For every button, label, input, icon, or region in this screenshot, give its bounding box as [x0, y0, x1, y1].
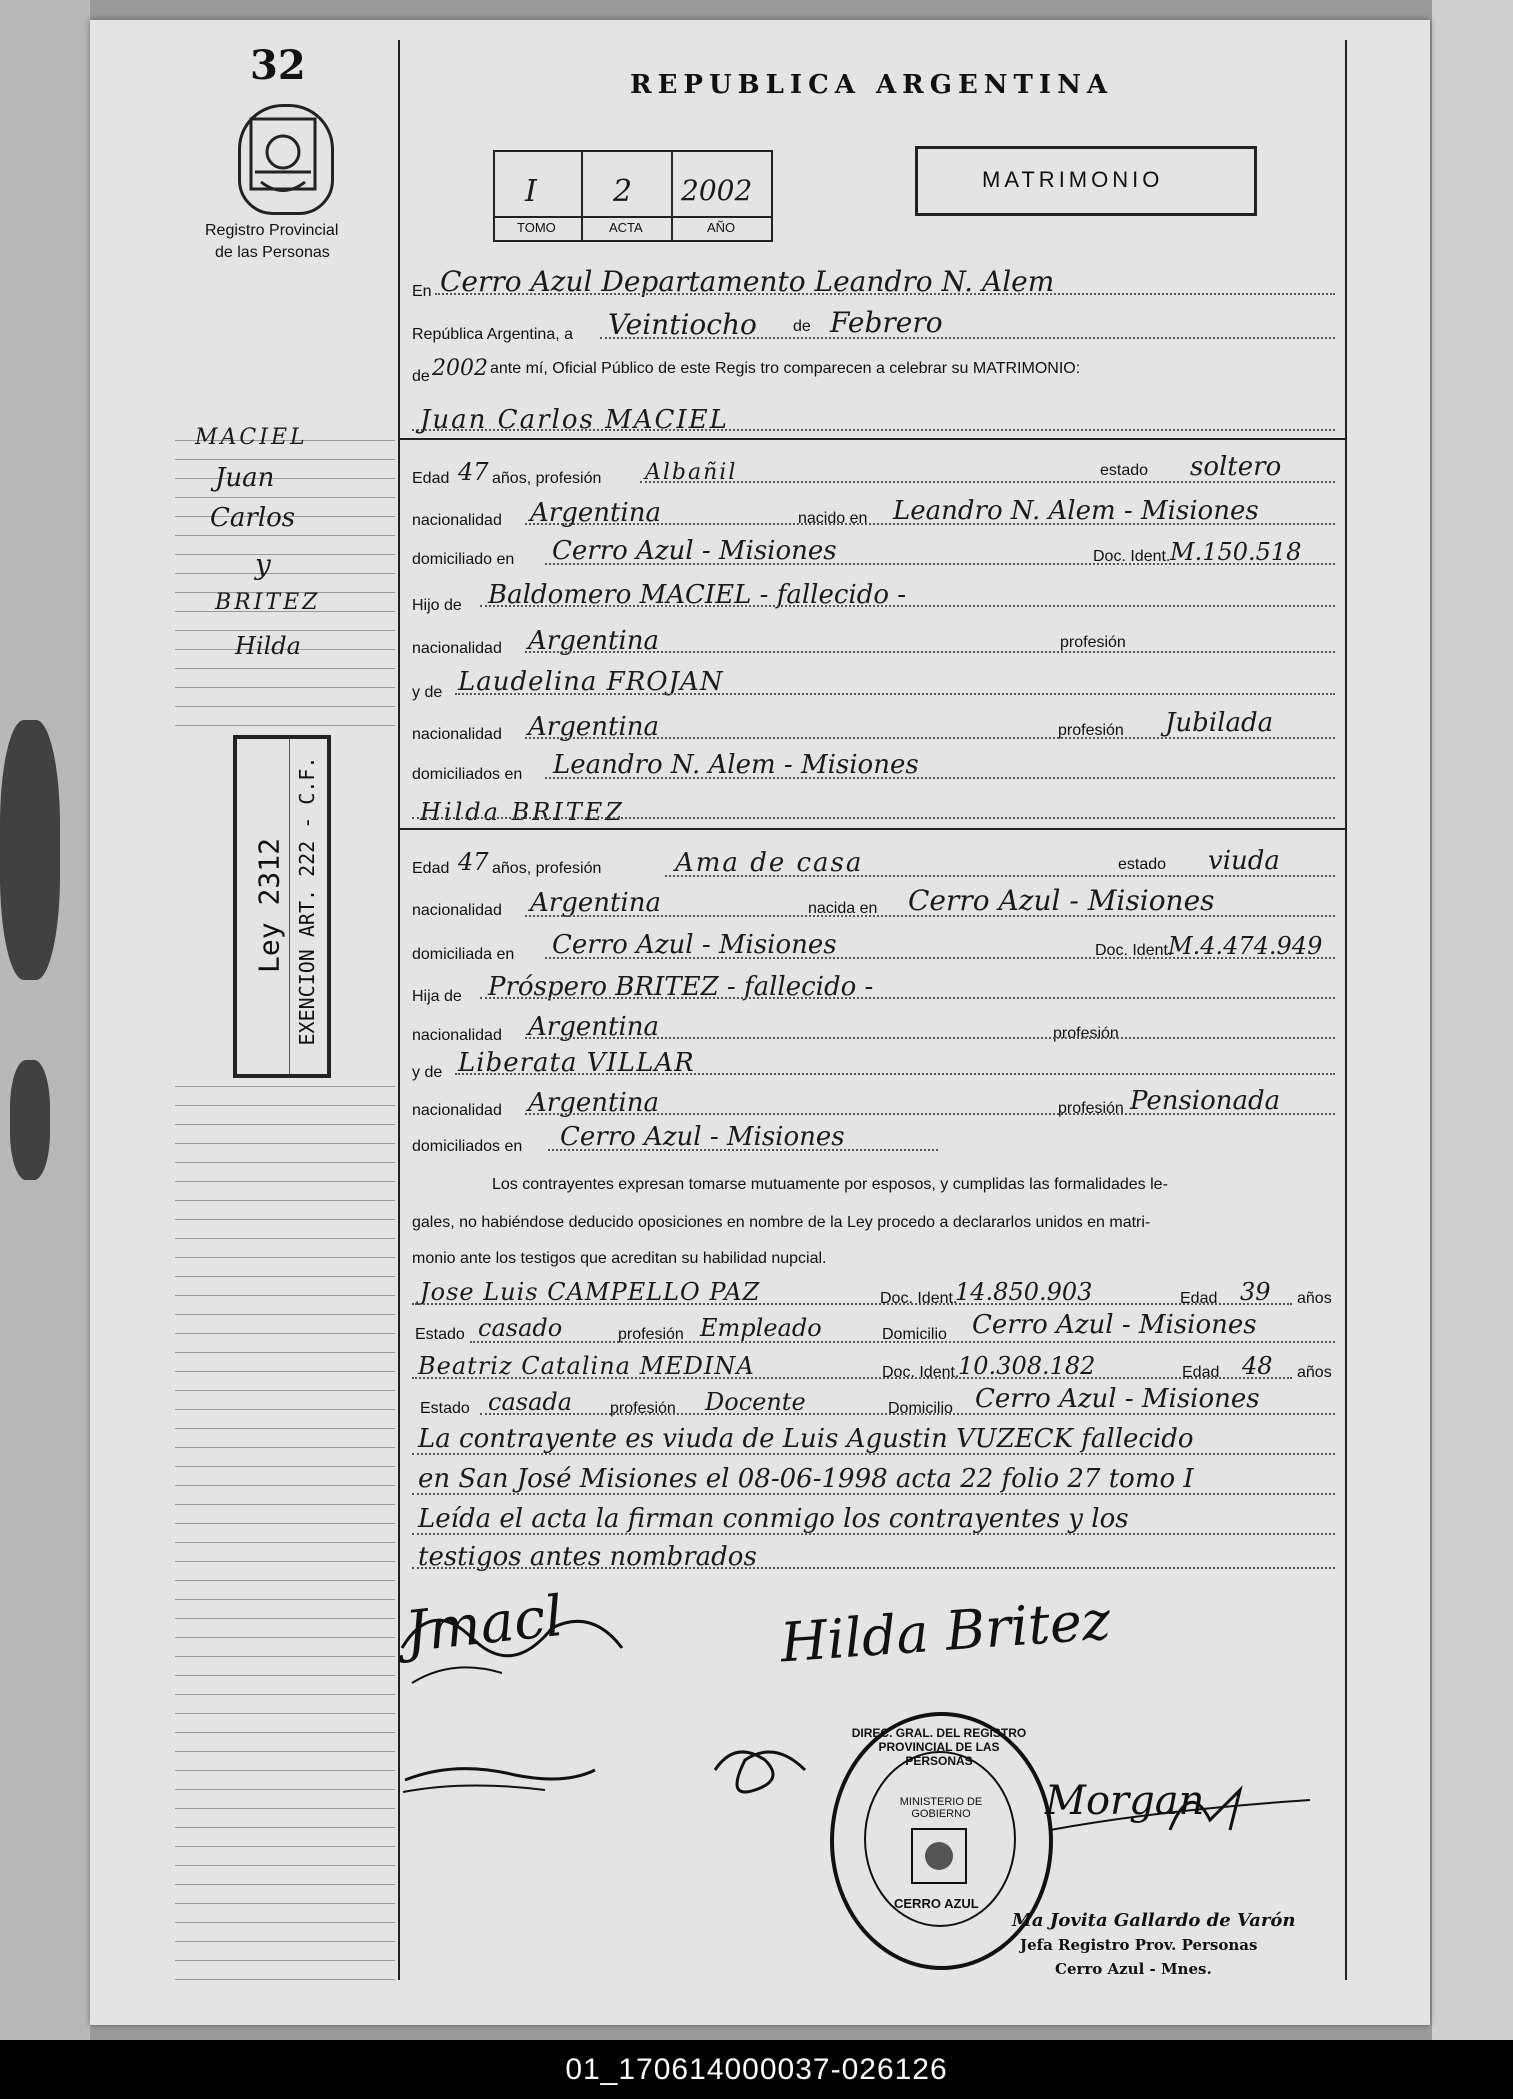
rule [412, 816, 1335, 819]
witness1-profession: Empleado [700, 1314, 822, 1342]
margin-rule [175, 1371, 395, 1372]
rule [525, 650, 1335, 653]
margin-rule [175, 1523, 395, 1524]
bride-father: Próspero BRITEZ - fallecido - [488, 972, 874, 1002]
witness2-profession: Docente [705, 1388, 806, 1416]
margin-rule [175, 1314, 395, 1315]
witness-signatures [395, 1730, 815, 1840]
margin-rule [175, 573, 395, 574]
rule [470, 1340, 1335, 1343]
ano-label: AÑO [707, 220, 736, 235]
margin-rule [175, 1827, 395, 1828]
ano-value: 2002 [681, 174, 753, 207]
margin-rule [175, 1276, 395, 1277]
officer-name: Ma Jovita Gallardo de Varón [1012, 1910, 1296, 1931]
stamp-exemption-text: EXENCION ART. 222 - C.F. [295, 756, 319, 1046]
nacionalidad-label: nacionalidad [412, 640, 502, 657]
seal-city: CERRO AZUL [894, 1896, 979, 1911]
act-year: 2002 [432, 356, 488, 381]
witness2-age: 48 [1242, 1352, 1273, 1380]
rule [525, 522, 1335, 525]
rule [640, 480, 1335, 483]
declaration-line-2: gales, no habiéndose deducido oposiciones en nombre de la Ley procedo a declararlos unidos en matri- [412, 1214, 1151, 1231]
witness1-marital-status: casado [478, 1314, 563, 1342]
edad-label: Edad [1182, 1364, 1220, 1381]
registry-name: Registro Provincial [205, 222, 339, 239]
margin-name-bride: Hilda [235, 632, 301, 660]
groom-birthplace: Leandro N. Alem - Misiones [893, 496, 1259, 526]
margin-rule [175, 1599, 395, 1600]
margin-rule [175, 1333, 395, 1334]
note-line-2: en San José Misiones el 08-06-1998 acta 22 folio 27 tomo I [418, 1464, 1194, 1494]
doc-label: Doc. Ident. [882, 1364, 960, 1381]
bride-signature: Hilda Britez [778, 1588, 1113, 1675]
groom-address: Cerro Azul - Misiones [552, 536, 837, 566]
en-label: En [412, 283, 432, 300]
witness1-id: 14.850.903 [955, 1278, 1093, 1306]
book-binding-left [0, 0, 90, 2040]
margin-rule [175, 1865, 395, 1866]
domiciliados-label: domiciliados en [412, 766, 523, 783]
ink-smudge [0, 720, 60, 980]
act-month: Febrero [830, 306, 943, 339]
domiciliados-label: domiciliados en [412, 1138, 523, 1155]
margin-rule [175, 1656, 395, 1657]
margin-rule [175, 1751, 395, 1752]
rule [412, 1452, 1335, 1455]
nacida-label: nacida en [808, 900, 878, 917]
hija-label: Hija de [412, 988, 462, 1005]
rule [525, 1112, 1335, 1115]
margin-rule [175, 1295, 395, 1296]
witness1-age: 39 [1240, 1278, 1271, 1306]
profesion-label: profesión [1058, 1100, 1124, 1117]
groom-profession: Albañil [645, 460, 738, 485]
margin-rule [175, 1884, 395, 1885]
margin-name-groom-second: Carlos [210, 503, 296, 533]
act-day: Veintiocho [608, 308, 757, 341]
bride-profession: Ama de casa [675, 848, 864, 878]
margin-rule [175, 1694, 395, 1695]
margin-rule [175, 1485, 395, 1486]
year-prefix: de [412, 368, 430, 385]
groom-father: Baldomero MACIEL - fallecido - [488, 580, 907, 610]
margin-rule [175, 1637, 395, 1638]
rule [480, 1412, 1335, 1415]
margin-surname-bride: BRITEZ [215, 590, 321, 615]
margin-rule [175, 1542, 395, 1543]
edad-label: Edad [1180, 1290, 1218, 1307]
bride-age: 47 [458, 848, 489, 876]
margin-rule [175, 1922, 395, 1923]
tomo-label: TOMO [517, 220, 556, 235]
acta-label: ACTA [609, 220, 643, 235]
bride-birthplace: Cerro Azul - Misiones [908, 884, 1215, 917]
margin-rule [175, 1675, 395, 1676]
act-type: MATRIMONIO [982, 167, 1164, 192]
hijo-label: Hijo de [412, 597, 462, 614]
margin-rule [175, 1960, 395, 1961]
rule [545, 776, 1335, 779]
acta-value: 2 [613, 174, 633, 209]
margin-rule [175, 1808, 395, 1809]
profesion-label: años, profesión [492, 470, 602, 487]
doc-label: Doc. Ident. [1093, 548, 1171, 565]
groom-mother-nationality: Argentina [528, 712, 659, 742]
rule [412, 1532, 1335, 1535]
profesion-label: profesión [610, 1400, 676, 1417]
margin-rule [175, 1086, 395, 1087]
bride-full-name: Hilda BRITEZ [420, 798, 625, 826]
tomo-value: I [525, 174, 537, 209]
margin-rule [175, 706, 395, 707]
nacionalidad-label: nacionalidad [412, 512, 502, 529]
book-page-edge-right [1432, 0, 1513, 2040]
registry-subtitle: de las Personas [215, 244, 330, 261]
margin-rule [175, 535, 395, 536]
groom-parents-address: Leandro N. Alem - Misiones [553, 750, 919, 780]
margin-rule [175, 478, 395, 479]
margin-rule [175, 1941, 395, 1942]
bride-parents-address: Cerro Azul - Misiones [560, 1122, 845, 1152]
profesion-label: profesión [1058, 722, 1124, 739]
seal-inner-text: MINISTERIO DE GOBIERNO [899, 1796, 983, 1820]
nacionalidad-label: nacionalidad [412, 726, 502, 743]
seal-outer-text: DIREC. GRAL. DEL REGISTRO PROVINCIAL DE LAS PERSONAS [851, 1726, 1027, 1768]
rule [455, 1072, 1335, 1075]
rule [435, 292, 1335, 295]
profesion-label: profesión [618, 1326, 684, 1343]
margin-rule [175, 1770, 395, 1771]
groom-father-nationality: Argentina [528, 626, 659, 656]
officer-place: Cerro Azul - Mnes. [1055, 1960, 1212, 1978]
groom-signature-flourish [392, 1588, 642, 1698]
margin-rule [175, 1390, 395, 1391]
republic-label: República Argentina, a [412, 326, 573, 343]
groom-marital-status: soltero [1190, 452, 1282, 482]
nacionalidad-label: nacionalidad [412, 902, 502, 919]
margin-name-groom-first: Juan [215, 463, 275, 493]
rule [548, 1148, 938, 1151]
edad-label: Edad [412, 470, 450, 487]
margin-conjunction: y [255, 548, 271, 581]
margin-rule [175, 1580, 395, 1581]
margin-rule [175, 1504, 395, 1505]
country-title: REPUBLICA ARGENTINA [630, 70, 1114, 100]
act-type-box [915, 146, 1257, 216]
groom-nationality: Argentina [530, 498, 661, 528]
margin-rule [175, 1200, 395, 1201]
witness2-id: 10.308.182 [958, 1352, 1096, 1380]
groom-signature: Jmacl [402, 1583, 567, 1666]
seal-emblem-icon [904, 1821, 974, 1891]
rule [525, 914, 1335, 917]
act-reference-box [493, 150, 773, 242]
estado-label: estado [1100, 462, 1149, 479]
bride-father-nationality: Argentina [528, 1012, 659, 1042]
witness2-marital-status: casada [488, 1388, 573, 1416]
margin-rule [175, 1447, 395, 1448]
profesion-label: profesión [1060, 634, 1126, 651]
right-border [1345, 40, 1347, 1980]
margin-rule [175, 1713, 395, 1714]
margin-rule [175, 1409, 395, 1410]
rule [545, 956, 1335, 959]
rule [412, 1376, 1292, 1379]
officer-title: Jefa Registro Prov. Personas [1020, 1936, 1258, 1954]
margin-rule [175, 1618, 395, 1619]
officer-signature: Morgan [1045, 1778, 1205, 1824]
section-divider [400, 828, 1345, 830]
declaration-line-3: monio ante los testigos que acreditan su habilidad nupcial. [412, 1250, 827, 1267]
note-line-4: testigos antes nombrados [418, 1542, 757, 1572]
page-number: 32 [250, 42, 306, 89]
witness2-name: Beatriz Catalina MEDINA [418, 1352, 755, 1380]
profesion-label: años, profesión [492, 860, 602, 877]
margin-rule [175, 1561, 395, 1562]
groom-age: 47 [458, 458, 489, 486]
profesion-label: profesión [1053, 1025, 1119, 1042]
margin-rule [175, 1732, 395, 1733]
witness1-address: Cerro Azul - Misiones [972, 1310, 1257, 1340]
rule [665, 874, 1335, 877]
margin-rule [175, 1903, 395, 1904]
file-id-footer: 01_170614000037-026126 [0, 2040, 1513, 2099]
yde-label: y de [412, 684, 443, 701]
rule [455, 692, 1335, 695]
witness2-address: Cerro Azul - Misiones [975, 1384, 1260, 1414]
margin-rule [175, 1162, 395, 1163]
groom-full-name: Juan Carlos MACIEL [420, 405, 729, 435]
ink-smudge [10, 1060, 50, 1180]
rule [412, 1566, 1335, 1569]
bride-nationality: Argentina [530, 888, 661, 918]
margin-rule [175, 687, 395, 688]
anos-label: años [1297, 1290, 1332, 1307]
official-seal [830, 1712, 1053, 1970]
rule [600, 336, 1335, 339]
groom-mother: Laudelina FROJAN [458, 667, 724, 697]
rule [480, 604, 1335, 607]
margin-rule [175, 1846, 395, 1847]
margin-rule [175, 554, 395, 555]
domicilio-label: Domicilio [882, 1326, 947, 1343]
margin-rule [175, 459, 395, 460]
doc-label: Doc. Ident. [1095, 942, 1173, 959]
nacionalidad-label: nacionalidad [412, 1102, 502, 1119]
estado-label: Estado [415, 1326, 465, 1343]
margin-rule [175, 497, 395, 498]
nacido-label: nacido en [798, 510, 868, 527]
section-divider [400, 438, 1345, 440]
domiciliada-label: domiciliada en [412, 946, 515, 963]
rule [545, 562, 1335, 565]
estado-label: Estado [420, 1400, 470, 1417]
margin-rule [175, 1124, 395, 1125]
nacionalidad-label: nacionalidad [412, 1027, 502, 1044]
groom-id: M.150.518 [1170, 538, 1302, 566]
act-place: Cerro Azul Departamento Leandro N. Alem [440, 265, 1055, 298]
groom-mother-profession: Jubilada [1165, 708, 1274, 738]
domicilio-label: domiciliado en [412, 551, 515, 568]
bride-mother-nationality: Argentina [528, 1088, 659, 1118]
margin-rule [175, 1979, 395, 1980]
de-label: de [793, 318, 811, 335]
margin-rule [175, 1181, 395, 1182]
officer-signature-flourish [1040, 1770, 1320, 1850]
margin-rule [175, 1466, 395, 1467]
bride-marital-status: viuda [1208, 846, 1280, 876]
rule [480, 996, 1335, 999]
domicilio-label: Domicilio [888, 1400, 953, 1417]
declaration-line-1: Los contrayentes expresan tomarse mutuamente por esposos, y cumplidas las formalidades le- [492, 1176, 1168, 1193]
bride-mother: Liberata VILLAR [458, 1048, 695, 1078]
rule [525, 1036, 1335, 1039]
edad-label: Edad [412, 860, 450, 877]
bride-id: M.4.474.949 [1168, 932, 1323, 960]
rule [412, 1492, 1335, 1495]
yde-label: y de [412, 1064, 443, 1081]
margin-rule [175, 1238, 395, 1239]
statement-text: ante mí, Oficial Público de este Regis tro comparecen a celebrar su MATRIMONIO: [490, 360, 1081, 377]
margin-rule [175, 668, 395, 669]
margin-rule [175, 1428, 395, 1429]
province-coat-of-arms-icon [238, 104, 334, 215]
rule [412, 428, 1335, 431]
bride-mother-profession: Pensionada [1130, 1086, 1281, 1116]
margin-rule [175, 1143, 395, 1144]
exemption-stamp [233, 735, 331, 1078]
margin-rule [175, 1257, 395, 1258]
margin-rule [175, 1105, 395, 1106]
rule [525, 736, 1335, 739]
margin-surname-groom: MACIEL [195, 425, 308, 450]
note-line-1: La contrayente es viuda de Luis Agustin VUZECK fallecido [418, 1424, 1194, 1454]
rule [412, 1302, 1292, 1305]
stamp-law-number: Ley 2312 [252, 838, 286, 973]
anos-label: años [1297, 1364, 1332, 1381]
note-line-3: Leída el acta la firman conmigo los contrayentes y los [418, 1504, 1129, 1534]
margin-rule [175, 1352, 395, 1353]
bride-address: Cerro Azul - Misiones [552, 930, 837, 960]
estado-label: estado [1118, 856, 1167, 873]
margin-rule [175, 1789, 395, 1790]
margin-rule [175, 1219, 395, 1220]
doc-label: Doc. Ident. [880, 1290, 958, 1307]
witness1-name: Jose Luis CAMPELLO PAZ [420, 1278, 761, 1306]
margin-rule [175, 630, 395, 631]
margin-rule [175, 725, 395, 726]
